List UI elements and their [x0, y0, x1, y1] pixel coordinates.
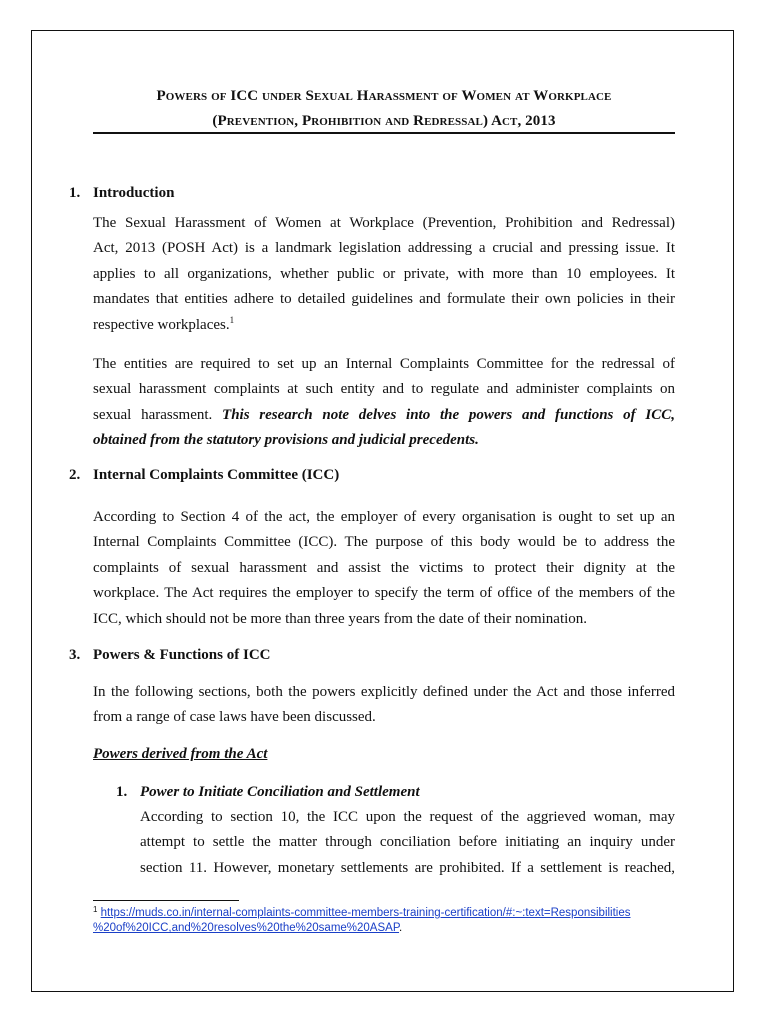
text-line — [93, 313, 675, 338]
footnote-marker: 1 — [93, 905, 98, 914]
list-item-title: Power to Initiate Conciliation and Settlement — [140, 784, 420, 800]
text-line: mandates that entities adhere to detailed guidelines and formulate their own policies in their — [93, 291, 675, 308]
text-fragment: respective workplaces. — [93, 316, 230, 333]
text-line: complaints of sexual harassment and assist the victims to protect their dignity at the — [93, 559, 675, 576]
text-fragment: sexual harassment. — [93, 406, 223, 423]
section-number: 1. — [69, 185, 81, 201]
title-divider — [93, 132, 675, 134]
section-number: 3. — [69, 647, 81, 663]
document-title-line-2: (Prevention, Prohibition and Redressal) Act, 2013 — [212, 113, 556, 129]
intro-paragraph-2 — [93, 352, 675, 454]
subheading-powers-from-act: Powers derived from the Act — [93, 746, 268, 762]
footnote-link-line-1[interactable]: https://muds.co.in/internal-complaints-committee-members-training-certification/#:~:text=Responsibilities — [100, 907, 631, 919]
text-line: The Sexual Harassment of Women at Workplace (Prevention, Prohibition and Redressal) — [93, 215, 675, 231]
text-line: section 11. However, monetary settlements are prohibited. If a settlement is reached, — [140, 859, 675, 876]
emphasis-text: obtained from the statutory provisions and judicial precedents. — [93, 432, 479, 449]
powers-paragraph — [93, 680, 675, 731]
section-title: Introduction — [93, 185, 175, 201]
text-line: Internal Complaints Committee (ICC). The purpose of this body would be to address the — [93, 534, 675, 551]
text-line: sexual harassment complaints at such entity and to regulate and administer complaints on — [93, 381, 675, 398]
list-item-body — [140, 805, 675, 881]
text-line — [93, 403, 675, 428]
section-number: 2. — [69, 467, 81, 483]
text-line: ICC, which should not be more than three years from the date of their nomination. — [93, 610, 588, 627]
text-line: from a range of case laws have been discussed. — [93, 709, 376, 726]
intro-paragraph-1 — [93, 211, 675, 338]
text-line: Act, 2013 (POSH Act) is a landmark legislation addressing a crucial and pressing issue. It — [93, 240, 675, 257]
text-line: According to section 10, the ICC upon the request of the aggrieved woman, may — [140, 809, 675, 825]
footnote — [93, 906, 675, 936]
text-line: The entities are required to set up an Internal Complaints Committee for the redressal of — [93, 356, 675, 372]
icc-paragraph — [93, 505, 675, 632]
footnote-trailing: . — [399, 922, 403, 934]
text-line: workplace. The Act requires the employer to specify the term of office of the members of the — [93, 585, 675, 602]
list-item-number: 1. — [116, 784, 128, 800]
text-line: attempt to settle the matter through conciliation before initiating an inquiry under — [140, 834, 675, 851]
section-title: Powers & Functions of ICC — [93, 647, 271, 663]
footnote-link[interactable] — [93, 907, 631, 934]
section-title: Internal Complaints Committee (ICC) — [93, 467, 340, 483]
text-line: applies to all organizations, whether public or private, with more than 10 employees. It — [93, 265, 675, 282]
document-title-line-1: Powers of ICC under Sexual Harassment of Women at Workplace — [156, 88, 612, 104]
text-line: According to Section 4 of the act, the employer of every organisation is ought to set up an — [93, 509, 675, 525]
footnote-reference[interactable]: 1 — [229, 314, 235, 325]
emphasis-text: This research note delves into the powers and functions of ICC, — [222, 406, 675, 423]
footnote-link-line-2[interactable]: %20of%20ICC,and%20resolves%20the%20same%20ASAP — [93, 922, 400, 934]
footnote-separator — [93, 900, 239, 901]
text-line: In the following sections, both the powers explicitly defined under the Act and those inferred — [93, 684, 675, 700]
